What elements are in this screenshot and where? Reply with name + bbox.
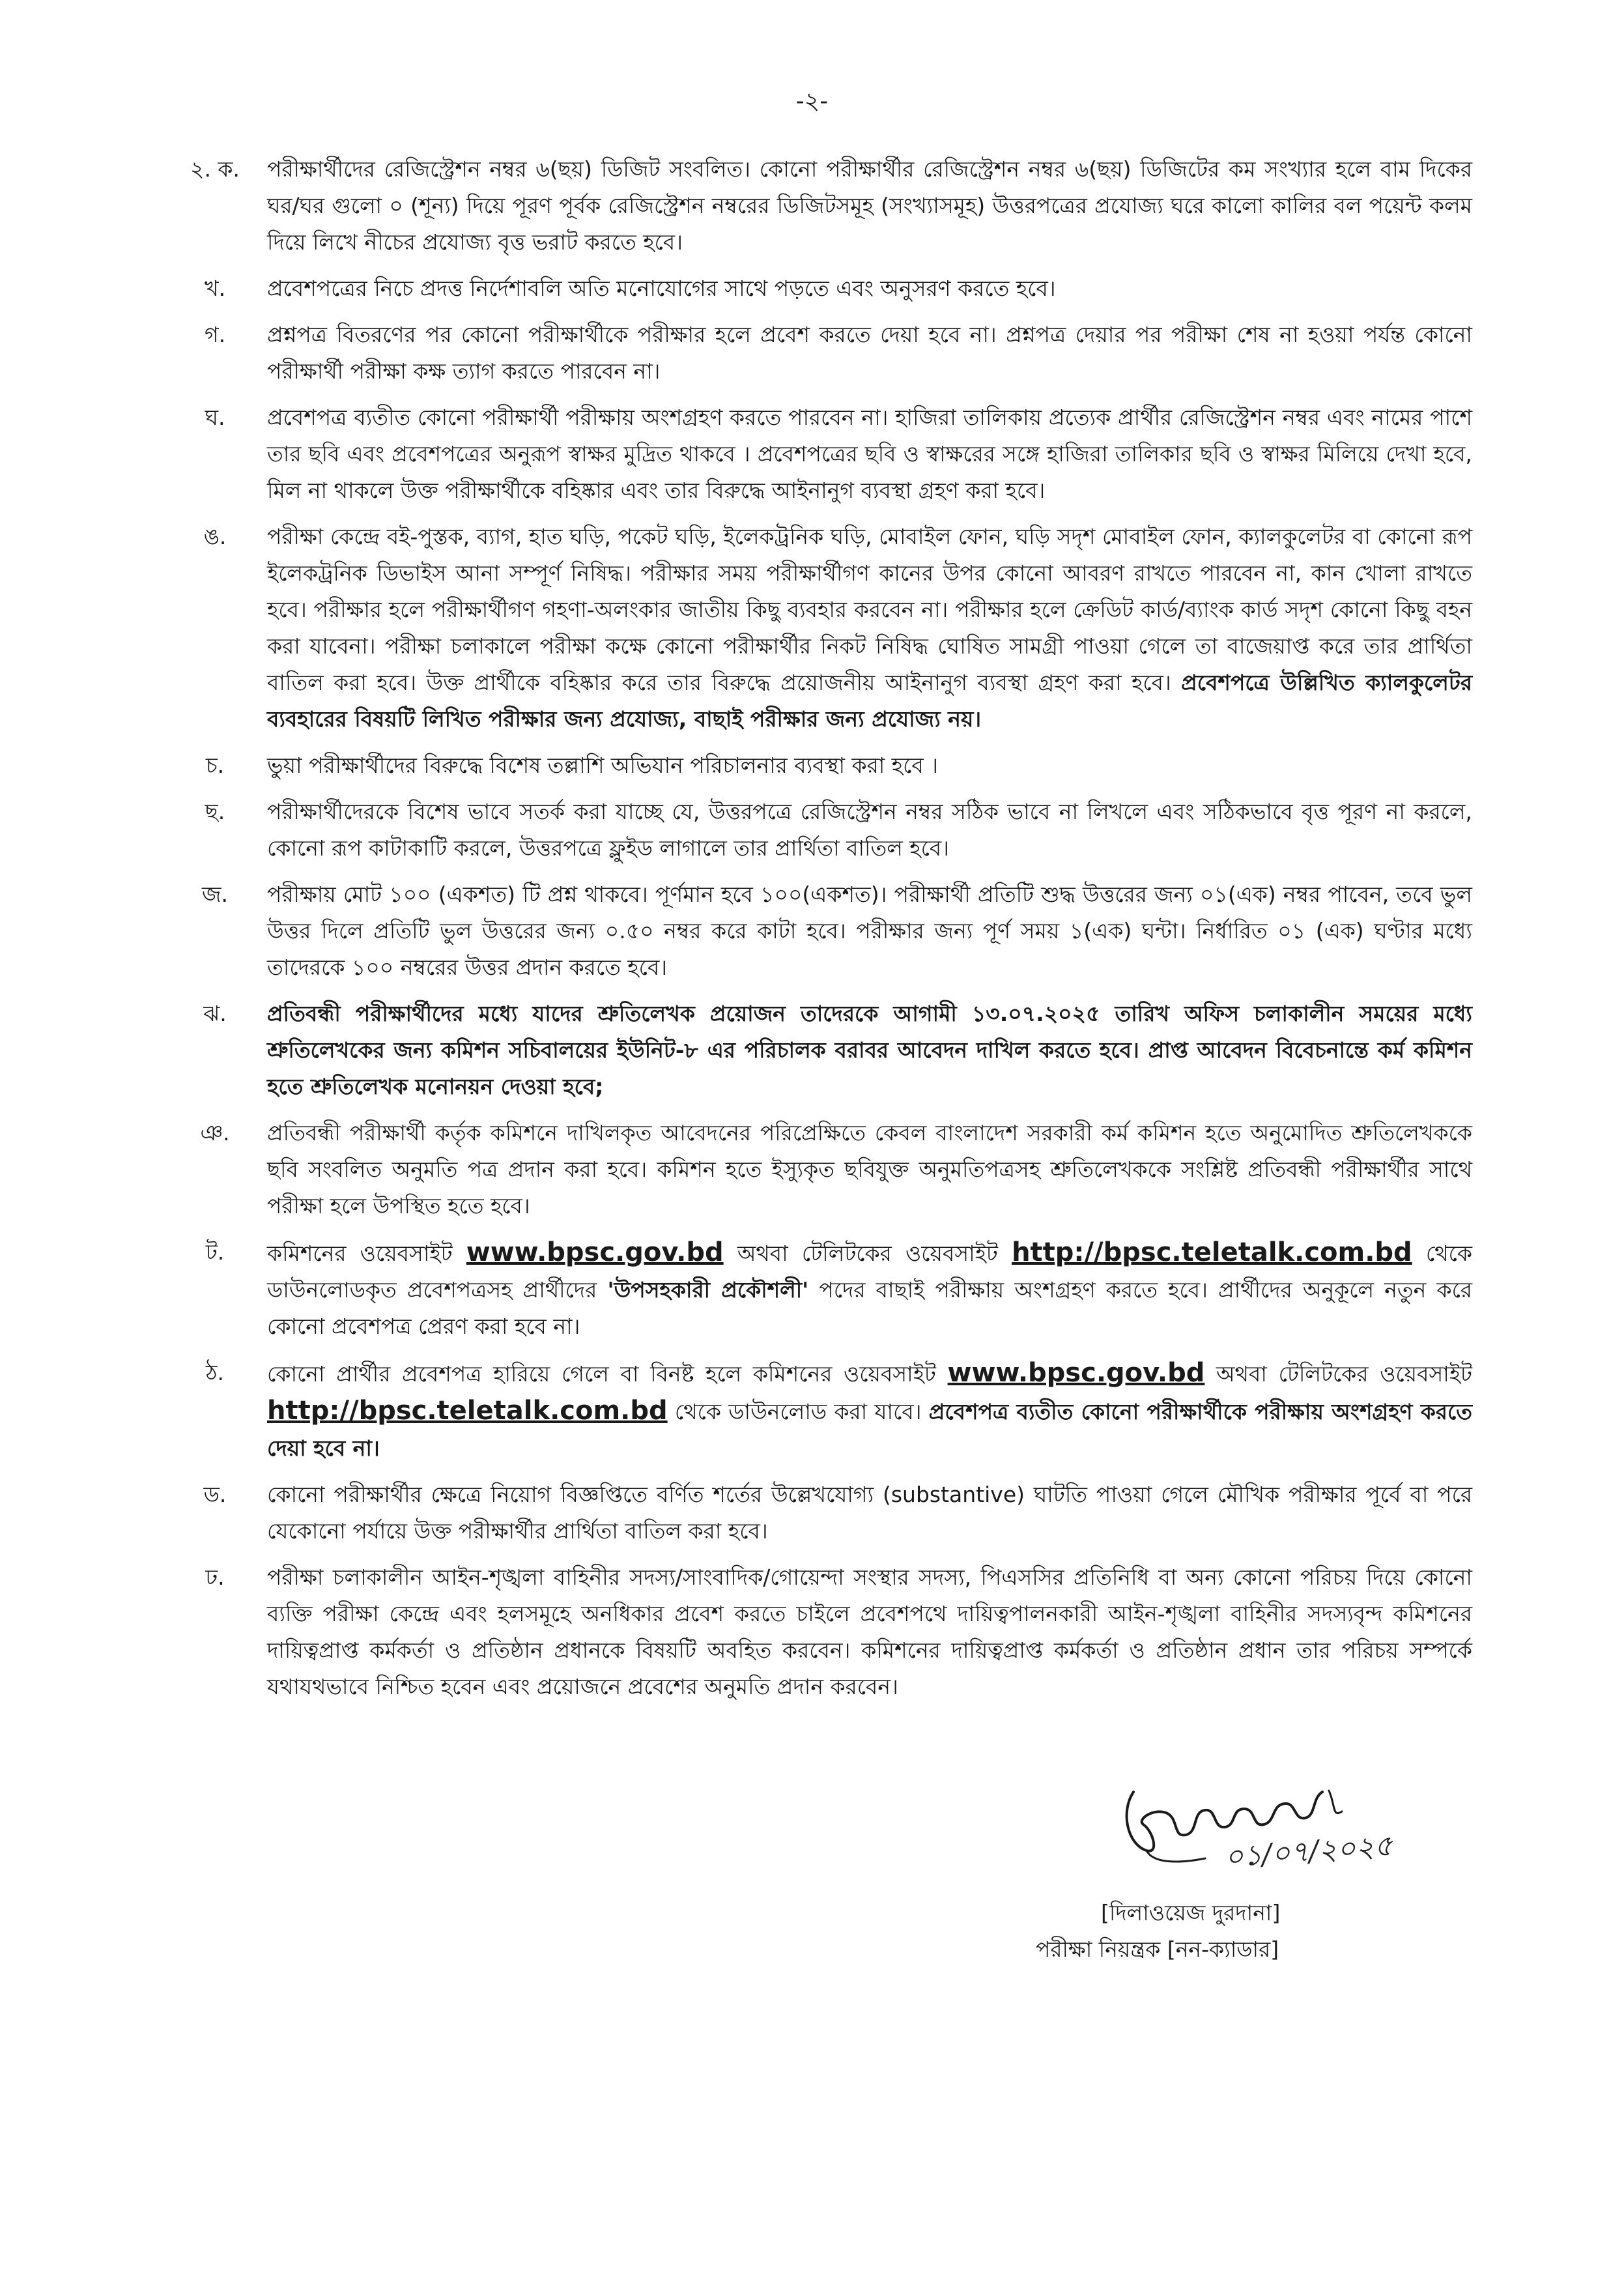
instruction-item xyxy=(163,1115,1472,1224)
text-run: পরীক্ষার্থীদেরকে বিশেষ ভাবে সতর্ক করা যাচ্ছে যে, উত্তরপত্রে রেজিস্ট্রেশন নম্বর সঠিক ভাবে না লিখলে এবং সঠিকভাবে বৃত্ত পূরণ না করলে, কোনো রূপ কাটাকাটি করলে, উত্তরপত্রে ফ্লুইড লাগালে তার প্রার্থিতা বাতিল হবে। xyxy=(267,799,1472,861)
instruction-item xyxy=(163,1355,1472,1467)
instruction-label: ঙ. xyxy=(203,524,227,549)
signature-block xyxy=(1036,1772,1440,1968)
instruction-item xyxy=(163,151,1472,261)
instruction-label: ঞ. xyxy=(200,1120,230,1146)
instruction-label: ঠ. xyxy=(205,1360,225,1385)
instruction-item xyxy=(163,996,1472,1105)
instruction-item xyxy=(163,1477,1472,1550)
instruction-item xyxy=(163,1559,1472,1705)
instruction-label: জ. xyxy=(201,882,228,907)
instruction-text xyxy=(267,151,1472,261)
instruction-text xyxy=(267,270,1472,307)
instruction-item xyxy=(163,876,1472,986)
handwritten-date: ০১/০৭/২০২৫ xyxy=(1223,1829,1394,1874)
text-run: কোনো পরীক্ষার্থীর ক্ষেত্রে নিয়োগ বিজ্ঞপ্তিতে বর্ণিত শর্তের উল্লেখযোগ্য (substantive) ঘাটতি পাওয়া গেলে মৌখিক পরীক্ষার পূর্বে বা পরে যেকোনো পর্যায়ে উক্ত পরীক্ষার্থীর প্রার্থিতা বাতিল করা হবে। xyxy=(267,1482,1472,1544)
text-run: প্রবেশপত্রের নিচে প্রদত্ত নির্দেশাবলি অতি মনোযোগের সাথে পড়তে এবং অনুসরণ করতে হবে। xyxy=(267,276,1056,301)
text-run: প্রবেশপত্র ব্যতীত কোনো পরীক্ষার্থী পরীক্ষায় অংশগ্রহণ করতে পারবেন না। হাজিরা তালিকায় প্রত্যেক প্রার্থীর রেজিস্ট্রেশন নম্বর এবং নামের পাশে তার ছবি এবং প্রবেশপত্রের অনুরূপ স্বাক্ষর মুদ্রিত থাকবে । প্রবেশপত্রের ছবি ও স্বাক্ষরের সঙ্গে হাজিরা তালিকার ছবি ও স্বাক্ষর মিলিয়ে দেখা হবে, মিল না থাকলে উক্ত পরীক্ষার্থীকে বহিষ্কার এবং তার বিরুদ্ধে আইনানুগ ব্যবস্থা গ্রহণ করা হবে। xyxy=(267,405,1472,503)
text-run: অথবা টেলিটকের ওয়েবসাইট xyxy=(1204,1361,1472,1387)
website-link[interactable]: http://bpsc.teletalk.com.bd xyxy=(267,1396,668,1426)
instruction-label: ছ. xyxy=(205,799,225,824)
instruction-label: চ. xyxy=(205,753,225,778)
text-run: পরীক্ষার্থীদের রেজিস্ট্রেশন নম্বর ৬(ছয়) ডিজিট সংবলিত। কোনো পরীক্ষার্থীর রেজিস্ট্রেশন নম্বর ৬(ছয়) ডিজিটের কম সংখ্যার হলে বাম দিকের ঘর/ঘর গুলো ০ (শূন্য) দিয়ে পূরণ পূর্বক রেজিস্ট্রেশন নম্বরের ডিজিটসমূহ (সংখ্যাসমূহ) উত্তরপত্রের প্রযোজ্য ঘরে কালো কালির বল পয়েন্ট কলম দিয়ে লিখে নীচের প্রযোজ্য বৃত্ত ভরাট করতে হবে। xyxy=(267,156,1472,255)
text-run: থেকে ডাউনলোডকৃত প্রবেশপত্রসহ প্রার্থীদের xyxy=(267,1241,1472,1303)
text-run: থেকে ডাউনলোড করা যাবে। xyxy=(667,1399,929,1424)
instruction-label: ২. ক. xyxy=(190,156,240,182)
instruction-text xyxy=(267,996,1472,1105)
instruction-text xyxy=(267,1559,1472,1705)
instruction-label: ঢ. xyxy=(205,1564,225,1590)
text-run: পরীক্ষা চলাকালীন আইন-শৃঙ্খলা বাহিনীর সদস্য/সাংবাদিক/গোয়েন্দা সংস্থার সদস্য, পিএসসির প্রতিনিধি বা অন্য কোনো পরিচয় দিয়ে কোনো ব্যক্তি পরীক্ষা কেন্দ্রে এবং হলসমূহে অনধিকার প্রবেশ করতে চাইলে প্রবেশপথে দায়িত্বপালনকারী আইন-শৃঙ্খলা বাহিনীর সদস্যবৃন্দ কমিশনের দায়িত্বপ্রাপ্ত কর্মকর্তা ও প্রতিষ্ঠান প্রধানকে বিষয়টি অবহিত করবেন। কমিশনের দায়িত্বপ্রাপ্ত কর্মকর্তা ও প্রতিষ্ঠান প্রধান তার পরিচয় সম্পর্কে যথাযথভাবে নিশ্চিত হবেন এবং প্রয়োজনে প্রবেশের অনুমতি প্রদান করবেন। xyxy=(267,1564,1472,1699)
page-number: -২- xyxy=(795,88,829,115)
text-run: কমিশনের ওয়েবসাইট xyxy=(267,1241,466,1266)
website-link[interactable]: www.bpsc.gov.bd xyxy=(947,1358,1205,1388)
instruction-text xyxy=(267,876,1472,986)
instruction-text xyxy=(267,1234,1472,1345)
instruction-item xyxy=(163,317,1472,390)
instruction-item xyxy=(163,794,1472,867)
instruction-label: ঘ. xyxy=(205,405,225,430)
instruction-text xyxy=(267,399,1472,509)
text-run: প্রশ্নপত্র বিতরণের পর কোনো পরীক্ষার্থীকে পরীক্ষার হলে প্রবেশ করতে দেয়া হবে না। প্রশ্নপত্র দেয়ার পর পরীক্ষা শেষ না হওয়া পর্যন্ত কোনো পরীক্ষার্থী পরীক্ষা কক্ষ ত্যাগ করতে পারবেন না। xyxy=(267,322,1472,384)
officer-title: পরীক্ষা নিয়ন্ত্রক [নন-ক্যাডার] xyxy=(1036,1937,1279,1962)
instruction-label: ঝ. xyxy=(203,1001,227,1026)
text-run: পদের বাছাই পরীক্ষায় অংশগ্রহণ করতে হবে। প্রার্থীদের অনুকূলে নতুন করে কোনো প্রবেশপত্র প্রেরণ করা হবে না। xyxy=(267,1277,1472,1339)
text-run: পরীক্ষায় মোট ১০০ (একশত) টি প্রশ্ন থাকবে। পূর্ণমান হবে ১০০(একশত)। পরীক্ষার্থী প্রতিটি শুদ্ধ উত্তরের জন্য ০১(এক) নম্বর পাবেন, তবে ভুল উত্তর দিলে প্রতিটি ভুল উত্তরের জন্য ০.৫০ নম্বর করে কাটা হবে। পরীক্ষার জন্য পূর্ণ সময় ১(এক) ঘন্টা। নির্ধারিত ০১ (এক) ঘণ্টার মধ্যে তাদেরকে ১০০ নম্বরের উত্তর প্রদান করতে হবে। xyxy=(267,882,1472,980)
instruction-item xyxy=(163,1234,1472,1345)
text-run: ভুয়া পরীক্ষার্থীদের বিরুদ্ধে বিশেষ তল্লাশি অভিযান পরিচালনার ব্যবস্থা করা হবে । xyxy=(267,753,939,778)
instruction-text xyxy=(267,747,1472,784)
text-run: প্রতিবন্ধী পরীক্ষার্থী কর্তৃক কমিশনে দাখিলকৃত আবেদনের পরিপ্রেক্ষিতে কেবল বাংলাদেশ সরকারী কর্ম কমিশন হতে অনুমোদিত শ্রুতিলেখককে ছবি সংবলিত অনুমতি পত্র প্রদান করা হবে। কমিশন হতে ইস্যুকৃত ছবিযুক্ত অনুমতিপত্রসহ শ্রুতিলেখককে সংশ্লিষ্ট প্রতিবন্ধী পরীক্ষার্থীর সাথে পরীক্ষা হলে উপস্থিত হতে হবে। xyxy=(267,1120,1472,1218)
instruction-item xyxy=(163,270,1472,307)
instruction-text xyxy=(267,1477,1472,1550)
instruction-item xyxy=(163,519,1472,738)
instruction-label: গ. xyxy=(204,322,226,347)
emphasized-text: প্রবেশপত্র ব্যতীত কোনো পরীক্ষার্থীকে পরীক্ষায় অংশগ্রহণ করতে দেয়া হবে না। xyxy=(267,1399,1472,1461)
text-run: অথবা টেলিটকের ওয়েবসাইট xyxy=(723,1241,1012,1266)
website-link[interactable]: www.bpsc.gov.bd xyxy=(466,1237,724,1267)
instruction-text xyxy=(267,1355,1472,1467)
officer-name: [দিলাওয়েজ দুরদানা] xyxy=(1101,1900,1281,1925)
instruction-list xyxy=(163,151,1472,1715)
instruction-text xyxy=(267,519,1472,738)
instruction-label: ট. xyxy=(205,1239,225,1265)
instruction-label: খ. xyxy=(204,276,226,301)
instruction-text xyxy=(267,317,1472,390)
emphasized-text: প্রতিবন্ধী পরীক্ষার্থীদের মধ্যে যাদের শ্রুতিলেখক প্রয়োজন তাদেরকে আগামী ১৩.০৭.২০২৫ তারিখ অফিস চলাকালীন সময়ের মধ্যে শ্রুতিলেখকের জন্য কমিশন সচিবালয়ের ইউনিট-৮ এর পরিচালক বরাবর আবেদন দাখিল করতে হবে। প্রাপ্ত আবেদন বিবেচনান্তে কর্ম কমিশন হতে শ্রুতিলেখক মনোনয়ন দেওয়া হবে; xyxy=(267,1001,1472,1099)
emphasized-text: প্রবেশপত্রে উল্লিখিত ক্যালকুলেটর ব্যবহারের বিষয়টি লিখিত পরীক্ষার জন্য প্রযোজ্য, বাছাই পরীক্ষার জন্য প্রযোজ্য নয়। xyxy=(267,670,1472,732)
website-link[interactable]: http://bpsc.teletalk.com.bd xyxy=(1012,1237,1412,1267)
instruction-item xyxy=(163,399,1472,509)
text-run: কোনো প্রার্থীর প্রবেশপত্র হারিয়ে গেলে বা বিনষ্ট হলে কমিশনের ওয়েবসাইট xyxy=(267,1361,948,1387)
text-run: পরীক্ষা কেন্দ্রে বই-পুস্তক, ব্যাগ, হাত ঘড়ি, পকেট ঘড়ি, ইলেকট্রনিক ঘড়ি, মোবাইল ফোন, ঘড়ি সদৃশ মোবাইল ফোন, ক্যালকুলেটর বা কোনো রূপ ইলেকট্রনিক ডিভাইস আনা সম্পূর্ণ নিষিদ্ধ। পরীক্ষার সময় পরীক্ষার্থীগণ কানের উপর কোনো আবরণ রাখতে পারবেন না, কান খোলা রাখতে হবে। পরীক্ষার হলে পরীক্ষার্থীগণ গহণা-অলংকার জাতীয় কিছু ব্যবহার করবেন না। পরীক্ষার হলে ক্রেডিট কার্ড/ব্যাংক কার্ড সদৃশ কোনো কিছু বহন করা যাবেনা। পরীক্ষা চলাকালে পরীক্ষা কক্ষে কোনো পরীক্ষার্থীর নিকট নিষিদ্ধ ঘোষিত সামগ্রী পাওয়া গেলে তা বাজেয়াপ্ত করে তার প্রার্থিতা বাতিল করা হবে। উক্ত প্রার্থীকে বহিষ্কার করে তার বিরুদ্ধে প্রয়োজনীয় আইনানুগ ব্যবস্থা গ্রহণ করা হবে। xyxy=(267,524,1472,695)
instruction-item xyxy=(163,747,1472,784)
instruction-label: ড. xyxy=(203,1482,227,1507)
instruction-text xyxy=(267,794,1472,867)
emphasized-text: 'উপসহকারী প্রকৌশলী' xyxy=(607,1277,809,1303)
instruction-text xyxy=(267,1115,1472,1224)
